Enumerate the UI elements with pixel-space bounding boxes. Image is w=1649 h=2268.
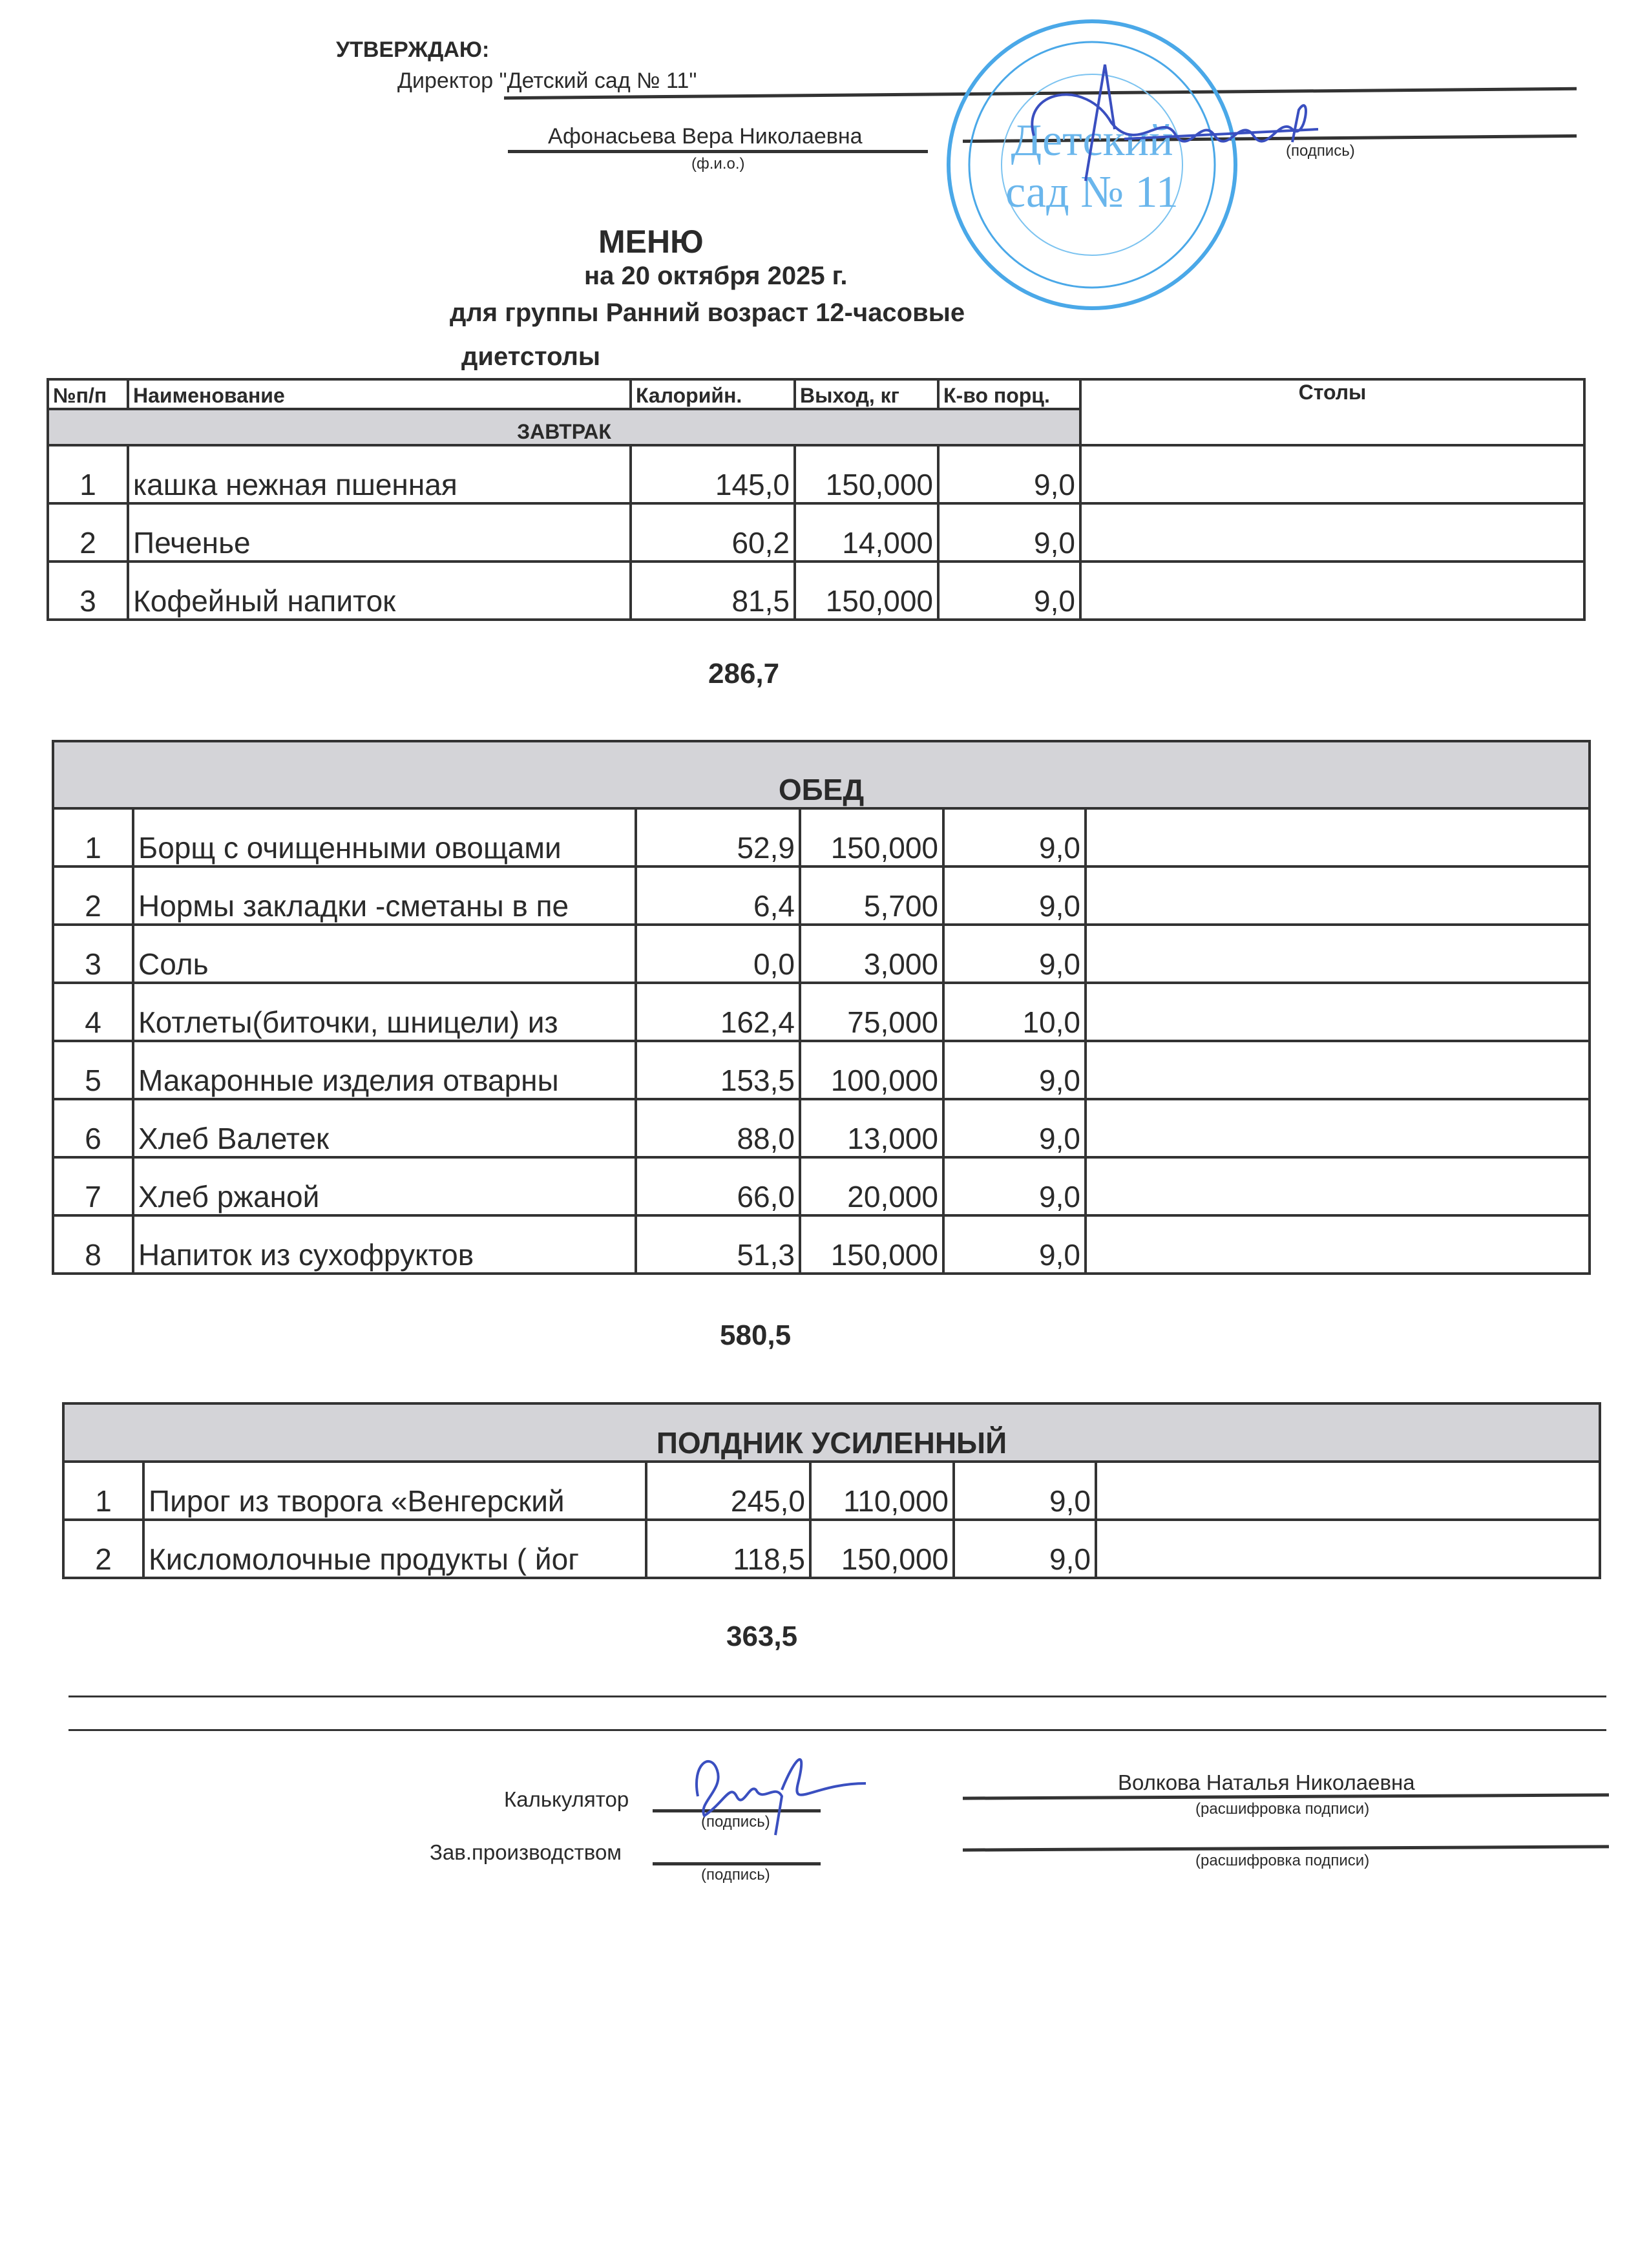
cell-name: Хлеб ржаной (133, 1157, 636, 1215)
cell-tables (1096, 1520, 1600, 1578)
cell-name: Котлеты(биточки, шницели) из (133, 983, 636, 1041)
cell-output: 150,000 (810, 1520, 954, 1578)
cell-portions: 9,0 (938, 445, 1080, 503)
menu-table-1 (52, 740, 1591, 1275)
name-line (508, 150, 928, 153)
svg-text:сад № 11: сад № 11 (1005, 167, 1179, 217)
column-header-name: Наименование (128, 379, 631, 409)
menu-table-0 (47, 378, 1586, 621)
cell-tables (1080, 562, 1584, 620)
cell-portions: 9,0 (954, 1520, 1096, 1578)
table-row (53, 1041, 1590, 1099)
cell-output: 5,700 (800, 866, 943, 925)
menu-date: на 20 октября 2025 г. (584, 262, 848, 290)
cell-name: кашка нежная пшенная (128, 445, 631, 503)
cell-output: 150,000 (800, 808, 943, 866)
cell-name: Кофейный напиток (128, 562, 631, 620)
cell-num: 1 (53, 808, 133, 866)
calculator-sign-caption: (подпись) (701, 1813, 770, 1831)
cell-output: 3,000 (800, 925, 943, 983)
footer-line-2 (68, 1729, 1606, 1731)
table-row (48, 445, 1584, 503)
cell-calories: 145,0 (631, 445, 795, 503)
director-title: Директор "Детский сад № 11" (397, 68, 697, 93)
cell-portions: 9,0 (938, 503, 1080, 562)
menu-table-2 (62, 1402, 1601, 1579)
cell-num: 7 (53, 1157, 133, 1215)
footer-line-1 (68, 1696, 1606, 1697)
cell-output: 110,000 (810, 1462, 954, 1520)
cell-name: Соль (133, 925, 636, 983)
table-row (48, 562, 1584, 620)
section-title: ЗАВТРАК (48, 409, 1080, 445)
cell-name: Кисломолочные продукты ( йог (143, 1520, 646, 1578)
section-title: ОБЕД (53, 741, 1590, 808)
cell-output: 100,000 (800, 1041, 943, 1099)
cell-name: Нормы закладки -сметаны в пе (133, 866, 636, 925)
name-caption: (ф.и.о.) (691, 155, 745, 173)
cell-portions: 9,0 (943, 1099, 1086, 1157)
director-name: Афонасьева Вера Николаевна (548, 124, 863, 149)
cell-name: Печенье (128, 503, 631, 562)
cell-calories: 51,3 (636, 1215, 800, 1274)
cell-tables (1086, 866, 1590, 925)
cell-portions: 9,0 (943, 1041, 1086, 1099)
cell-num: 3 (53, 925, 133, 983)
cell-calories: 88,0 (636, 1099, 800, 1157)
table-row (53, 925, 1590, 983)
production-label: Зав.производством (430, 1840, 622, 1864)
section-total: 580,5 (720, 1319, 792, 1351)
cell-output: 150,000 (795, 445, 938, 503)
column-header-tables: Столы (1080, 379, 1584, 445)
cell-output: 20,000 (800, 1157, 943, 1215)
cell-num: 6 (53, 1099, 133, 1157)
cell-num: 1 (48, 445, 128, 503)
table-row (48, 503, 1584, 562)
cell-num: 2 (53, 866, 133, 925)
cell-portions: 9,0 (943, 1215, 1086, 1274)
cell-calories: 162,4 (636, 983, 800, 1041)
cell-calories: 0,0 (636, 925, 800, 983)
cell-output: 150,000 (800, 1215, 943, 1274)
table-row (63, 1520, 1600, 1578)
calculator-signature (685, 1745, 879, 1842)
production-name-line (963, 1845, 1609, 1851)
cell-name: Борщ с очищенными овощами (133, 808, 636, 866)
table-row (53, 1157, 1590, 1215)
cell-portions: 9,0 (943, 808, 1086, 866)
svg-text:Детский: Детский (1011, 116, 1173, 165)
approval-label: УТВЕРЖДАЮ: (336, 37, 490, 62)
table-row (53, 1215, 1590, 1274)
cell-tables (1086, 983, 1590, 1041)
cell-tables (1086, 1099, 1590, 1157)
cell-portions: 10,0 (943, 983, 1086, 1041)
cell-tables (1086, 808, 1590, 866)
cell-tables (1086, 925, 1590, 983)
cell-output: 14,000 (795, 503, 938, 562)
cell-calories: 118,5 (646, 1520, 810, 1578)
director-signature (1008, 52, 1331, 194)
cell-num: 2 (48, 503, 128, 562)
signature-caption: (подпись) (1286, 142, 1355, 160)
cell-calories: 153,5 (636, 1041, 800, 1099)
table-row (63, 1462, 1600, 1520)
cell-calories: 6,4 (636, 866, 800, 925)
cell-name: Пирог из творога «Венгерский (143, 1462, 646, 1520)
table-row (53, 866, 1590, 925)
cell-name: Макаронные изделия отварны (133, 1041, 636, 1099)
production-decode-caption: (расшифровка подписи) (1195, 1852, 1370, 1869)
menu-heading: МЕНЮ (598, 224, 704, 260)
table-row (53, 808, 1590, 866)
cell-output: 150,000 (795, 562, 938, 620)
cell-calories: 81,5 (631, 562, 795, 620)
cell-calories: 245,0 (646, 1462, 810, 1520)
cell-num: 5 (53, 1041, 133, 1099)
cell-tables (1080, 503, 1584, 562)
cell-num: 8 (53, 1215, 133, 1274)
cell-portions: 9,0 (938, 562, 1080, 620)
cell-tables (1086, 1041, 1590, 1099)
column-header-calories: Калорийн. (631, 379, 795, 409)
cell-calories: 52,9 (636, 808, 800, 866)
cell-tables (1096, 1462, 1600, 1520)
cell-tables (1080, 445, 1584, 503)
cell-calories: 60,2 (631, 503, 795, 562)
section-total: 286,7 (708, 658, 780, 689)
calculator-name: Волкова Наталья Николаевна (1118, 1770, 1415, 1794)
column-header-output: Выход, кг (795, 379, 938, 409)
cell-portions: 9,0 (943, 1157, 1086, 1215)
table-row (53, 983, 1590, 1041)
cell-num: 4 (53, 983, 133, 1041)
cell-tables (1086, 1215, 1590, 1274)
section-total: 363,5 (726, 1621, 798, 1652)
cell-tables (1086, 1157, 1590, 1215)
cell-portions: 9,0 (954, 1462, 1096, 1520)
group-line-1: для группы Ранний возраст 12-часовые (450, 299, 965, 327)
cell-num: 2 (63, 1520, 143, 1578)
calculator-label: Калькулятор (504, 1787, 629, 1811)
cell-name: Хлеб Валетек (133, 1099, 636, 1157)
cell-calories: 66,0 (636, 1157, 800, 1215)
cell-name: Напиток из сухофруктов (133, 1215, 636, 1274)
production-sign-line (653, 1862, 821, 1865)
cell-output: 75,000 (800, 983, 943, 1041)
cell-portions: 9,0 (943, 925, 1086, 983)
section-title: ПОЛДНИК УСИЛЕННЫЙ (63, 1403, 1600, 1462)
section-header-row (63, 1403, 1600, 1462)
production-sign-caption: (подпись) (701, 1866, 770, 1884)
cell-output: 13,000 (800, 1099, 943, 1157)
table-row (53, 1099, 1590, 1157)
cell-num: 1 (63, 1462, 143, 1520)
group-line-2: диетстолы (461, 342, 601, 371)
cell-portions: 9,0 (943, 866, 1086, 925)
table-header-row (48, 379, 1584, 409)
column-header-num: №п/п (48, 379, 128, 409)
column-header-portions: К-во порц. (938, 379, 1080, 409)
section-header-row (53, 741, 1590, 808)
cell-num: 3 (48, 562, 128, 620)
calculator-decode-caption: (расшифровка подписи) (1195, 1800, 1370, 1818)
